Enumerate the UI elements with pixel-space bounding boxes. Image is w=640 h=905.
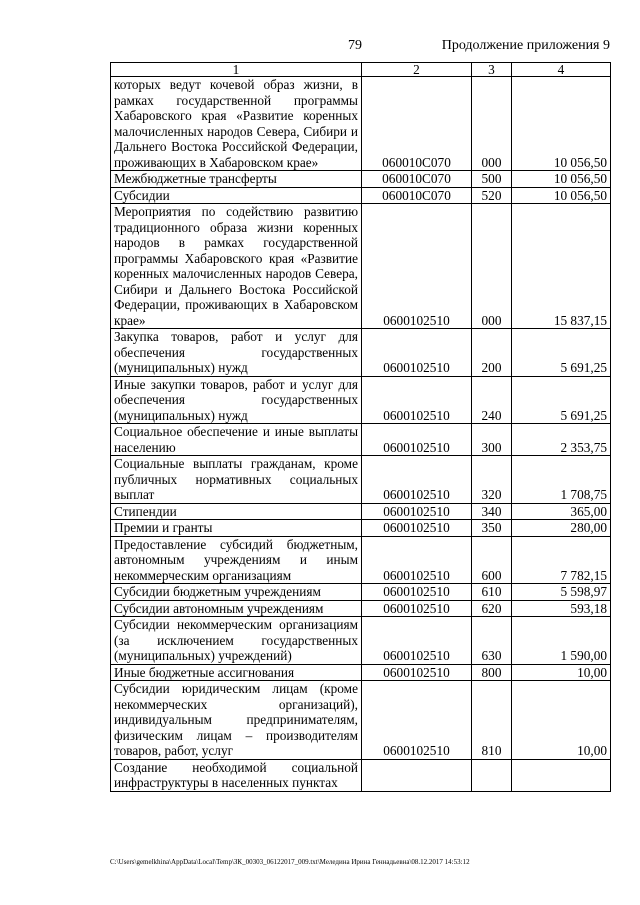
row-code: 0600102510 <box>362 617 472 665</box>
row-kvr: 340 <box>472 503 512 520</box>
table-row <box>111 681 611 760</box>
row-sum: 10,00 <box>512 681 611 760</box>
row-name: Субсидии бюджетным учреждениям <box>111 584 362 601</box>
table-row <box>111 424 611 456</box>
row-name: Закупка товаров, работ и услуг для обеспечения государственных (муниципальных) нужд <box>111 329 362 377</box>
row-kvr: 200 <box>472 329 512 377</box>
row-sum: 1 708,75 <box>512 456 611 504</box>
row-name: Мероприятия по содействию развитию традиционного образа жизни коренных народов в рамках государственной программы Хабаровского края «Развитие коренных малочисленных народов Севера, Сибири и Дальнего Востока Российской Федерации, проживающих в Хабаровском крае» <box>111 204 362 329</box>
row-kvr: 000 <box>472 77 512 171</box>
row-name: Предоставление субсидий бюджетным, автономным учреждениям и иным некоммерческим организациям <box>111 536 362 584</box>
row-name: Социальное обеспечение и иные выплаты населению <box>111 424 362 456</box>
column-header-4: 4 <box>512 63 611 77</box>
row-name: Создание необходимой социальной инфраструктуры в населенных пунктах <box>111 759 362 791</box>
column-header-2: 2 <box>362 63 472 77</box>
row-kvr: 520 <box>472 187 512 204</box>
row-code: 0600102510 <box>362 329 472 377</box>
table-row <box>111 520 611 537</box>
row-kvr <box>472 759 512 791</box>
row-code: 0600102510 <box>362 681 472 760</box>
table-row <box>111 376 611 424</box>
row-sum: 5 598,97 <box>512 584 611 601</box>
table-row <box>111 759 611 791</box>
row-kvr: 300 <box>472 424 512 456</box>
table-row <box>111 600 611 617</box>
table-row <box>111 329 611 377</box>
table-row <box>111 536 611 584</box>
row-sum: 10 056,50 <box>512 77 611 171</box>
row-code: 0600102510 <box>362 520 472 537</box>
row-name: Стипендии <box>111 503 362 520</box>
row-kvr: 500 <box>472 171 512 188</box>
row-sum: 10 056,50 <box>512 171 611 188</box>
row-kvr: 350 <box>472 520 512 537</box>
row-code: 0600102510 <box>362 204 472 329</box>
column-header-3: 3 <box>472 63 512 77</box>
row-kvr: 600 <box>472 536 512 584</box>
row-kvr: 630 <box>472 617 512 665</box>
table-row <box>111 204 611 329</box>
row-sum: 1 590,00 <box>512 617 611 665</box>
row-sum: 10 056,50 <box>512 187 611 204</box>
row-sum: 5 691,25 <box>512 329 611 377</box>
row-code: 060010С070 <box>362 187 472 204</box>
file-path-footer: C:\Users\gemelkhina\AppData\Local\Temp\ЗК_00303_06122017_009.txt\Меледина Ирина Геннадьевна\08.12.2017 14:53:12 <box>110 858 470 866</box>
row-name: Субсидии <box>111 187 362 204</box>
row-code: 0600102510 <box>362 664 472 681</box>
row-code: 0600102510 <box>362 600 472 617</box>
row-code: 0600102510 <box>362 456 472 504</box>
row-kvr: 800 <box>472 664 512 681</box>
row-sum: 2 353,75 <box>512 424 611 456</box>
budget-table <box>110 62 611 792</box>
row-sum <box>512 759 611 791</box>
row-code: 060010С070 <box>362 171 472 188</box>
row-name: Субсидии некоммерческим организациям (за исключением государственных (муниципальных) учреждений) <box>111 617 362 665</box>
row-name: Субсидии юридическим лицам (кроме некоммерческих организаций), индивидуальным предпринимателям, физическим лицам – производителям товаров, работ, услуг <box>111 681 362 760</box>
row-code: 0600102510 <box>362 424 472 456</box>
row-kvr: 610 <box>472 584 512 601</box>
row-name: Премии и гранты <box>111 520 362 537</box>
row-kvr: 320 <box>472 456 512 504</box>
table-row <box>111 456 611 504</box>
row-sum: 15 837,15 <box>512 204 611 329</box>
row-sum: 10,00 <box>512 664 611 681</box>
table-row <box>111 664 611 681</box>
continuation-title: Продолжение приложения 9 <box>441 38 610 53</box>
table-row <box>111 77 611 171</box>
row-sum: 593,18 <box>512 600 611 617</box>
row-kvr: 810 <box>472 681 512 760</box>
table-row <box>111 617 611 665</box>
row-kvr: 620 <box>472 600 512 617</box>
row-sum: 280,00 <box>512 520 611 537</box>
row-name: Иные закупки товаров, работ и услуг для обеспечения государственных (муниципальных) нужд <box>111 376 362 424</box>
row-code <box>362 759 472 791</box>
row-code: 0600102510 <box>362 584 472 601</box>
row-sum: 365,00 <box>512 503 611 520</box>
row-code: 0600102510 <box>362 376 472 424</box>
row-code: 0600102510 <box>362 503 472 520</box>
row-kvr: 240 <box>472 376 512 424</box>
row-code: 0600102510 <box>362 536 472 584</box>
row-sum: 7 782,15 <box>512 536 611 584</box>
row-name: которых ведут кочевой образ жизни, в рамках государственной программы Хабаровского края «Развитие коренных малочисленных народов Севера, Сибири и Дальнего Востока Российской Федерации, проживающих в Хабаровском крае» <box>111 77 362 171</box>
row-code: 060010С070 <box>362 77 472 171</box>
row-name: Межбюджетные трансферты <box>111 171 362 188</box>
row-kvr: 000 <box>472 204 512 329</box>
table-header-row <box>111 63 611 77</box>
table-row <box>111 584 611 601</box>
table-row <box>111 503 611 520</box>
row-name: Социальные выплаты гражданам, кроме публичных нормативных социальных выплат <box>111 456 362 504</box>
column-header-1: 1 <box>111 63 362 77</box>
page-number: 79 <box>348 38 362 53</box>
table-row <box>111 187 611 204</box>
row-sum: 5 691,25 <box>512 376 611 424</box>
row-name: Субсидии автономным учреждениям <box>111 600 362 617</box>
row-name: Иные бюджетные ассигнования <box>111 664 362 681</box>
table-row <box>111 171 611 188</box>
